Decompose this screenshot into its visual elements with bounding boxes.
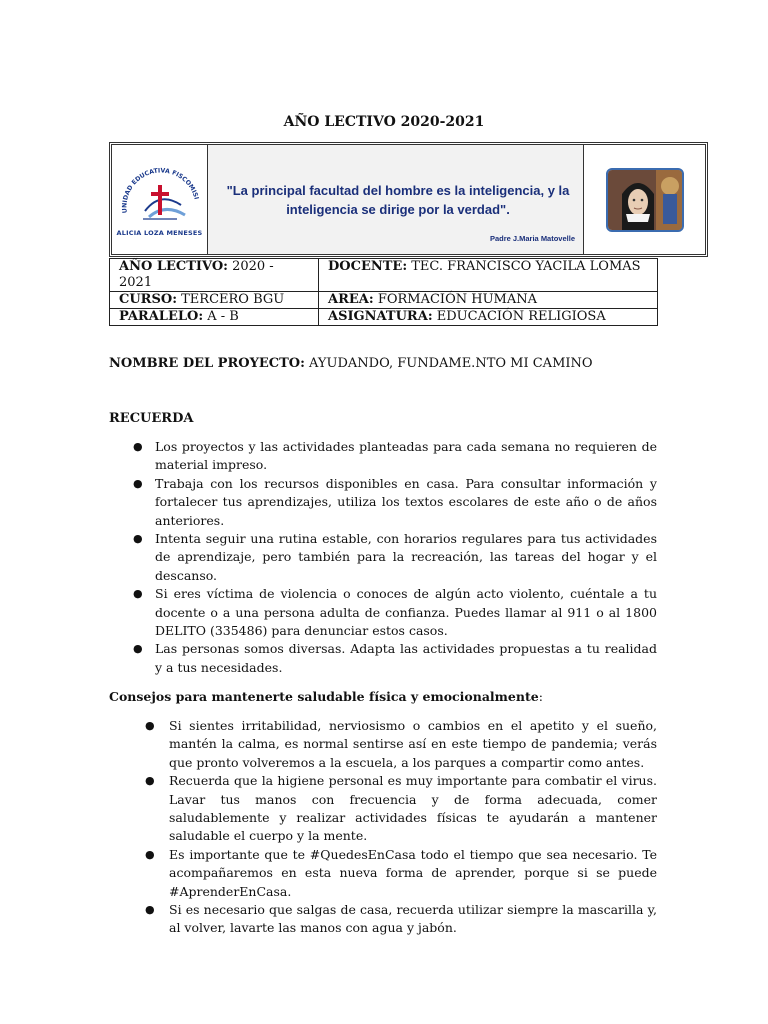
bullet-icon: ●: [145, 903, 155, 917]
portrait-photo: [606, 168, 684, 232]
consejos-heading: Consejos para mantenerte saludable física y emocionalmente:: [109, 689, 543, 704]
quote-line-2: inteligencia se dirige por la verdad".: [286, 202, 510, 217]
bullet-icon: ●: [133, 642, 143, 656]
course-info-table: [109, 258, 658, 326]
quote-text: [220, 181, 576, 219]
list-item: ● Intenta seguir una rutina estable, con horarios regulares para tus actividades de aprendizaje, pero también para la recreación, las tareas del hogar y el descanso.: [133, 531, 657, 583]
project-label: NOMBRE DEL PROYECTO:: [109, 356, 305, 371]
svg-text:UNIDAD EDUCATIVA FISCOMISIONAL: [115, 161, 200, 214]
recuerda-list: [133, 438, 657, 677]
school-logo: [115, 161, 205, 239]
bullet-icon: ●: [145, 847, 155, 861]
bullet-icon: ●: [145, 774, 155, 788]
logo-arc-text: UNIDAD EDUCATIVA FISCOMISI: [120, 166, 200, 214]
logo-name: ALICIA LOZA MENESES: [116, 228, 203, 237]
portrait-image: [608, 170, 684, 232]
list-item: ● Trabaja con los recursos disponibles en casa. Para consultar información y fortalecer tus aprendizajes, utiliza los textos escolares de este año o de años anteriores.: [133, 475, 657, 528]
school-logo-icon: [115, 161, 205, 231]
logo-cell: [112, 145, 208, 254]
quote-line-1: "La principal facultad del hombre es la inteligencia, y la: [226, 183, 570, 198]
list-item: ● Recuerda que la higiene personal es muy importante para combatir el virus. Lavar tus manos con frecuencia y de forma adecuada, comer saludablemente y realizar actividades físicas te ayudarán a mantener saludable el cuerpo y la mente.: [145, 773, 657, 844]
curso-cell: CURSO: TERCERO BGU: [110, 292, 319, 309]
project-value: AYUDANDO, FUNDAME.NTO MI CAMINO: [304, 356, 593, 371]
consejos-list: [145, 717, 657, 938]
list-item: ● Los proyectos y las actividades planteadas para cada semana no requieren de material impreso.: [133, 439, 657, 473]
list-item: ● Si sientes irritabilidad, nerviosismo o cambios en el apetito y el sueño, mantén la calma, es normal sentirse así en este tiempo de pandemia; verás que pronto volveremos a la escuela, a los parques a compartir como antes.: [145, 718, 657, 770]
list-item: ● Si eres víctima de violencia o conoces de algún acto violento, cuéntale a tu docente o a una persona adulta de confianza. Puedes llamar al 911 o al 1800 DELITO (335486) para denunciar estos casos.: [133, 586, 657, 639]
photo-cell: [584, 145, 705, 254]
bullet-icon: ●: [133, 587, 143, 601]
table-row: [110, 309, 658, 326]
document-title: AÑO LECTIVO 2020-2021: [283, 114, 485, 130]
project-name: [109, 356, 593, 371]
area-cell: AREA: FORMACIÓN HUMANA: [319, 292, 658, 309]
quote-author: Padre J.Maria Matovelle: [489, 234, 575, 243]
anio-cell: AÑO LECTIVO: 2020 - 2021: [110, 259, 319, 292]
bullet-icon: ●: [133, 440, 143, 453]
list-item: ● Si es necesario que salgas de casa, recuerda utilizar siempre la mascarilla y, al volver, lavarte las manos con agua y jabón.: [145, 902, 657, 936]
paralelo-cell: PARALELO: A - B: [110, 309, 319, 326]
table-row: [110, 292, 658, 309]
quote-cell: [208, 145, 584, 254]
table-row: [110, 259, 658, 292]
list-item: ● Es importante que te #QuedesEnCasa todo el tiempo que sea necesario. Te acompañaremos en esta nueva forma de aprender, porque si se puede #AprenderEnCasa.: [145, 846, 657, 899]
recuerda-heading: RECUERDA: [109, 411, 194, 426]
bullet-icon: ●: [145, 719, 155, 732]
asignatura-cell: ASIGNATURA: EDUCACIÓN RELIGIOSA: [319, 309, 658, 326]
docente-cell: DOCENTE: TEC. FRANCISCO YACILA LOMAS: [319, 259, 658, 292]
header-banner: [109, 142, 708, 257]
list-item: ● Las personas somos diversas. Adapta las actividades propuestas a tu realidad y a tus necesidades.: [133, 641, 657, 675]
bullet-icon: ●: [133, 532, 143, 546]
bullet-icon: ●: [133, 476, 143, 490]
